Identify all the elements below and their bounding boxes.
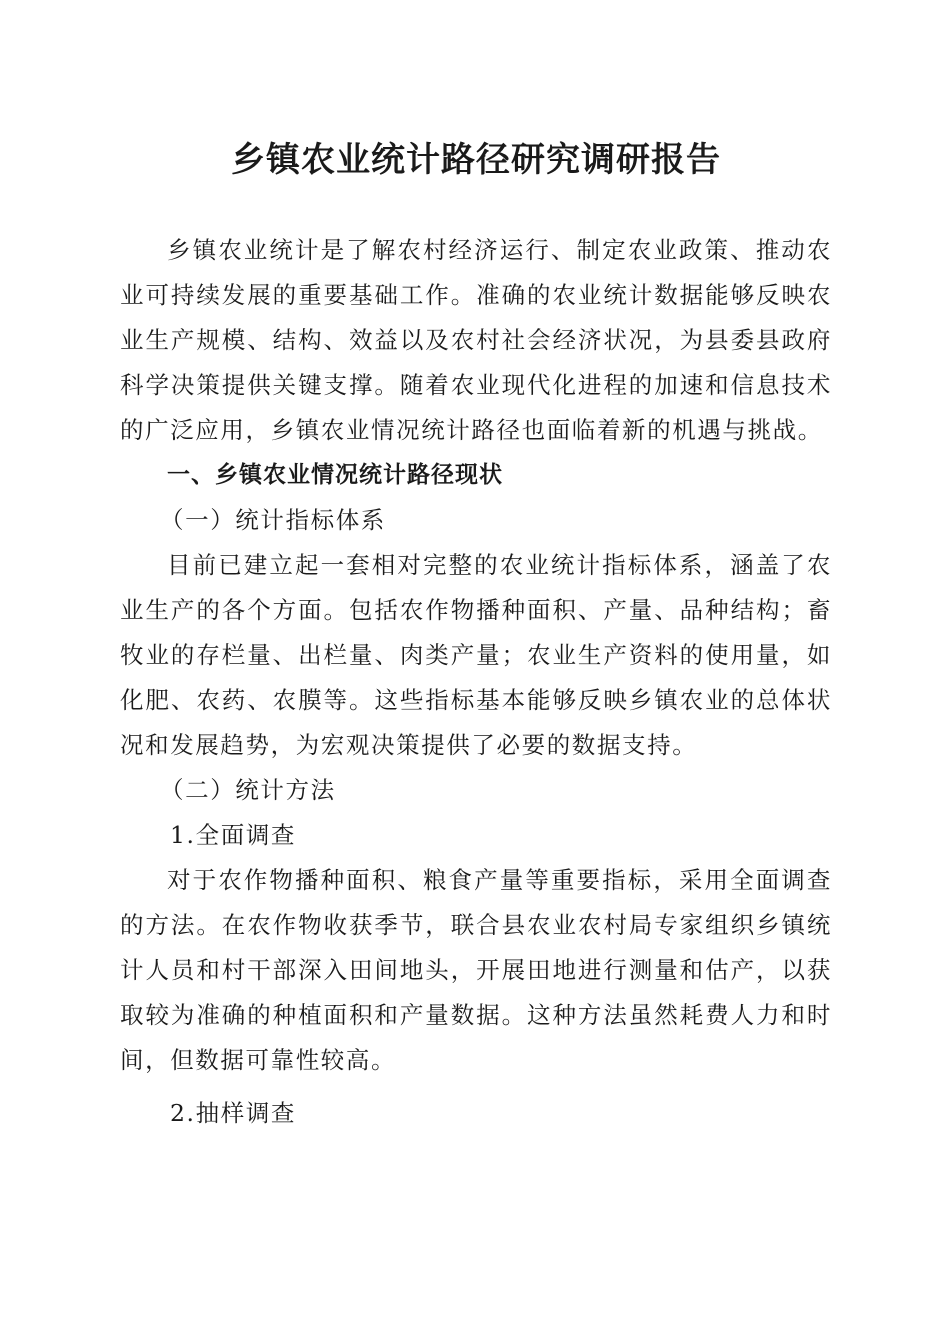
- document-title: 乡镇农业统计路径研究调研报告: [231, 140, 721, 180]
- item-1-heading: 1.全面调查: [170, 821, 297, 849]
- item-1-paragraph: 对于农作物播种面积、粮食产量等重要指标，采用全面调查的方法。在农作物收获季节，联合县农业农村局专家组织乡镇统计人员和村干部深入田间地头，开展田地进行测量和估产，以获取较为准确的种植面积和产量数据。这种方法虽然耗费人力和时间，但数据可靠性较高。: [120, 866, 832, 1074]
- item-2-heading: 2.抽样调查: [170, 1099, 297, 1127]
- subsection-1-paragraph: 目前已建立起一套相对完整的农业统计指标体系，涵盖了农业生产的各个方面。包括农作物播种面积、产量、品种结构；畜牧业的存栏量、出栏量、肉类产量；农业生产资料的使用量，如化肥、农药、农膜等。这些指标基本能够反映乡镇农业的总体状况和发展趋势，为宏观决策提供了必要的数据支持。: [120, 551, 832, 759]
- subsection-2-heading: （二）统计方法: [160, 776, 336, 804]
- section-1-heading: 一、乡镇农业情况统计路径现状: [167, 462, 503, 488]
- subsection-1-heading: （一）统计指标体系: [160, 506, 386, 534]
- document-body: [120, 228, 832, 1136]
- intro-paragraph: 乡镇农业统计是了解农村经济运行、制定农业政策、推动农业可持续发展的重要基础工作。准确的农业统计数据能够反映农业生产规模、结构、效益以及农村社会经济状况，为县委县政府科学决策提供关键支撑。随着农业现代化进程的加速和信息技术的广泛应用，乡镇农业情况统计路径也面临着新的机遇与挑战。: [120, 236, 832, 444]
